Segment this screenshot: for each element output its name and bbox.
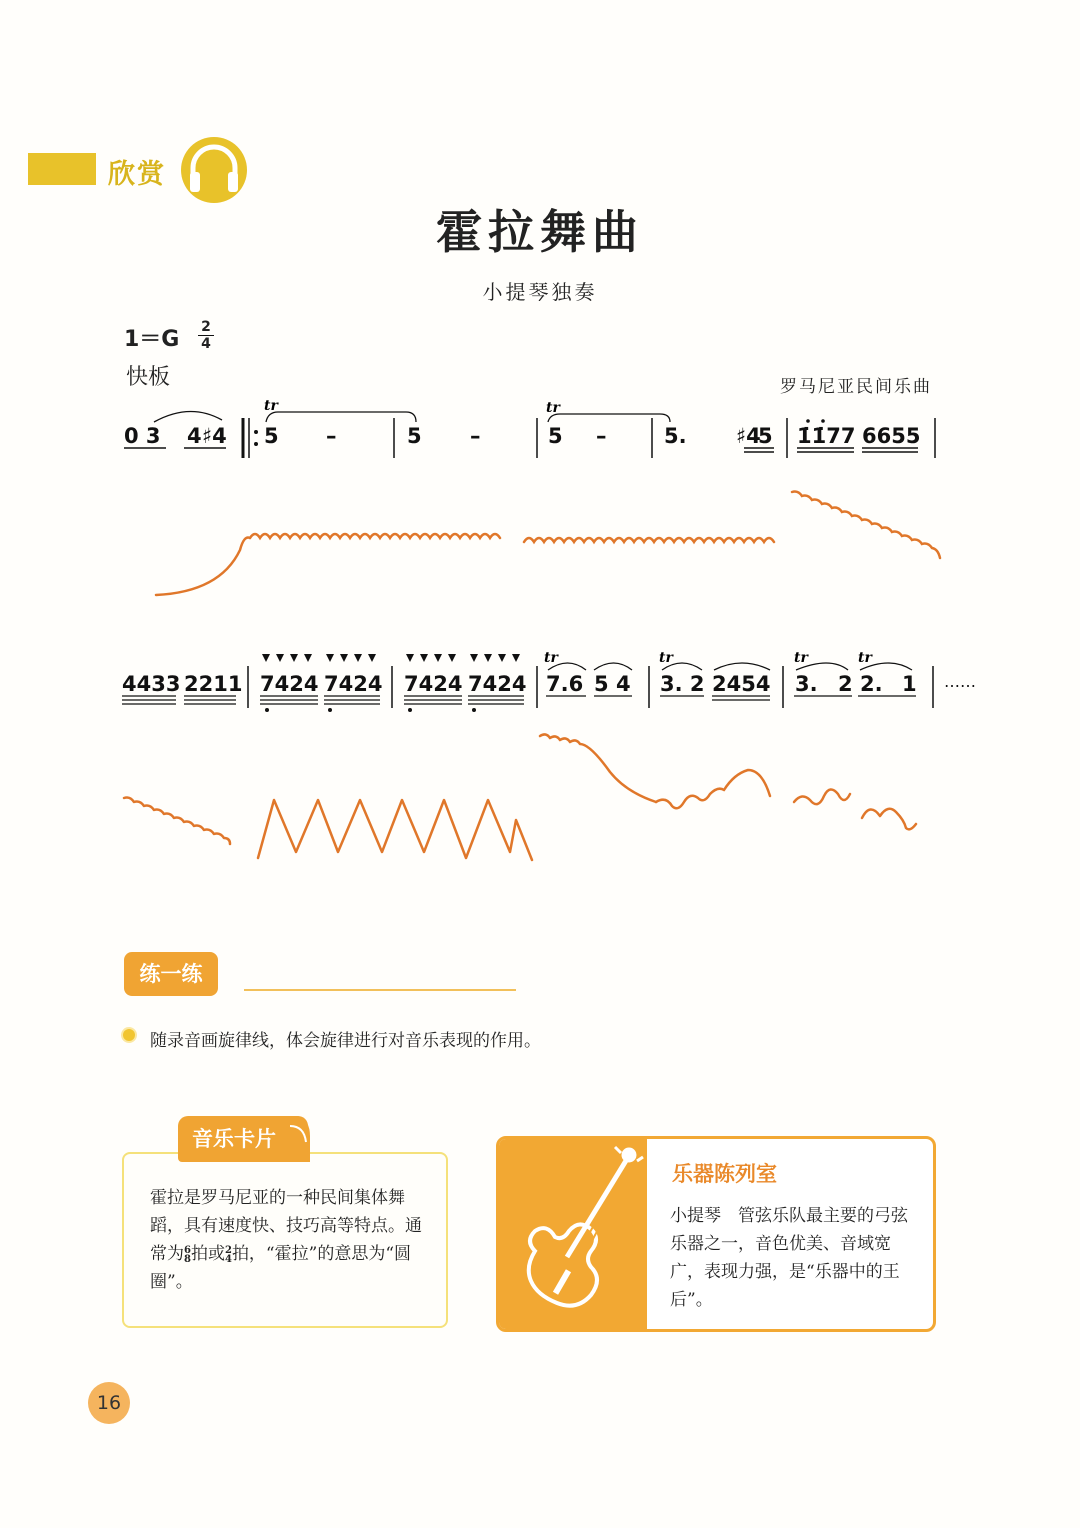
key-signature: 1＝G bbox=[124, 327, 180, 352]
note: 7424 bbox=[260, 672, 319, 696]
note: 5 bbox=[407, 424, 422, 448]
instrument-image bbox=[499, 1139, 647, 1329]
note: 4 bbox=[616, 672, 631, 696]
section-label: 欣赏 bbox=[108, 159, 166, 190]
page-number: 16 bbox=[88, 1382, 130, 1424]
note: 0 3 bbox=[124, 424, 161, 448]
music-card-tab: 音乐卡片 bbox=[178, 1116, 308, 1162]
note: 4 bbox=[187, 424, 202, 448]
note: 6655 bbox=[862, 424, 921, 448]
note: 5. bbox=[664, 424, 687, 448]
svg-text:tr: tr bbox=[544, 650, 558, 666]
tempo-marking: 快板 bbox=[126, 365, 171, 390]
divider bbox=[244, 989, 516, 991]
song-subtitle: 小提琴独奏 bbox=[482, 280, 598, 304]
melody-line-1 bbox=[0, 480, 1080, 610]
page-curl-icon bbox=[284, 1116, 312, 1162]
note: 7424 bbox=[468, 672, 527, 696]
note: 5 bbox=[264, 424, 279, 448]
ellipsis: …… bbox=[944, 672, 976, 691]
note: 5 bbox=[758, 424, 773, 448]
note: 2. bbox=[860, 672, 883, 696]
instrument-text: 小提琴 管弦乐队最主要的弓弦乐器之一，音色优美、音域宽广，表现力强，是“乐器中的王后”。 bbox=[670, 1206, 908, 1310]
svg-text:tr: tr bbox=[659, 650, 673, 666]
note: 1̇1̇77 bbox=[797, 424, 856, 448]
song-title: 霍拉舞曲 bbox=[436, 205, 644, 259]
note: 5 bbox=[548, 424, 563, 448]
instrument-title: 乐器陈列室 bbox=[672, 1162, 777, 1186]
note: – bbox=[326, 424, 337, 448]
music-card-text: 霍拉是罗马尼亚的一种民间集体舞蹈，具有速度快、技巧高等特点。通常为6 8拍或2 4拍，“霍拉”的意思为“圆圈”。 bbox=[150, 1188, 422, 1292]
svg-text:tr: tr bbox=[858, 650, 872, 666]
note: 1 bbox=[902, 672, 917, 696]
note: 3. 2 bbox=[660, 672, 705, 696]
fraction-6-8: 6 8 bbox=[184, 1244, 191, 1265]
note: – bbox=[470, 424, 481, 448]
melody-line-2 bbox=[0, 720, 1080, 870]
fraction-2-4: 2 4 bbox=[224, 1244, 232, 1265]
note: ♯4 bbox=[202, 424, 227, 448]
note: 4433 bbox=[122, 672, 181, 696]
svg-text:tr: tr bbox=[794, 650, 808, 666]
bullet-icon bbox=[123, 1029, 135, 1041]
headphones-icon bbox=[180, 136, 248, 204]
note: 7.6 bbox=[546, 672, 584, 696]
practice-task: 随录音画旋律线，体会旋律进行对音乐表现的作用。 bbox=[150, 1031, 541, 1051]
note: 3. bbox=[795, 672, 818, 696]
violin-icon bbox=[499, 1139, 647, 1329]
time-signature: 2 4 bbox=[198, 320, 214, 351]
svg-text:tr: tr bbox=[264, 398, 278, 414]
note: 2211 bbox=[184, 672, 243, 696]
svg-text:tr: tr bbox=[546, 400, 560, 416]
note: 7424 bbox=[324, 672, 383, 696]
section-bar bbox=[28, 153, 96, 185]
practice-tag: 练一练 bbox=[124, 952, 218, 996]
composer: 罗马尼亚民间乐曲 bbox=[780, 377, 932, 397]
note: – bbox=[596, 424, 607, 448]
note: ♯4 bbox=[736, 424, 761, 448]
note: 7424 bbox=[404, 672, 463, 696]
note: 2 bbox=[838, 672, 853, 696]
note: 2454 bbox=[712, 672, 771, 696]
note: 5 bbox=[594, 672, 609, 696]
